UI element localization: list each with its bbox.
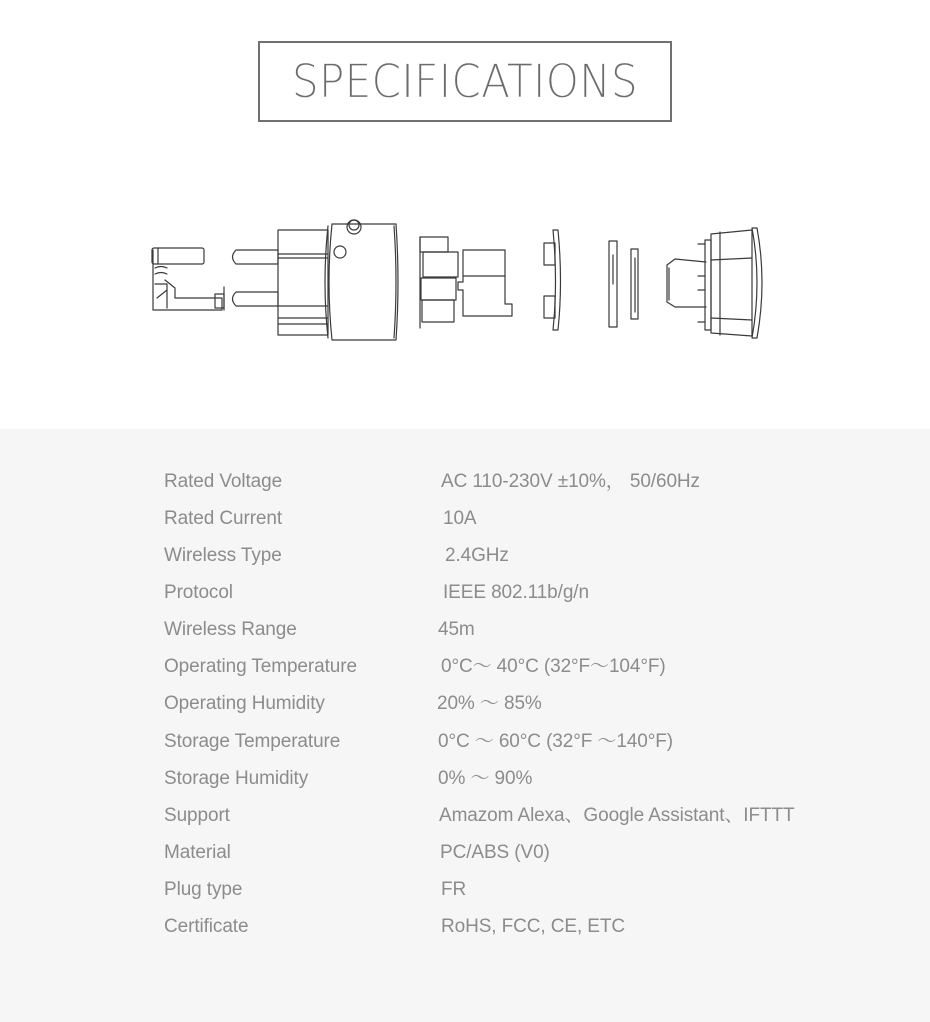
- spec-label: Storage Temperature: [164, 731, 341, 752]
- spec-row: [0, 507, 930, 537]
- spec-value: 0°C～ 40°C (32°F～104°F): [441, 656, 666, 677]
- relay-block-part: [420, 237, 512, 328]
- spec-label: Support: [164, 805, 230, 826]
- pins-part: [233, 250, 279, 306]
- spec-row: [0, 730, 930, 760]
- spec-row: [0, 915, 930, 945]
- spec-label: Operating Temperature: [164, 656, 357, 677]
- spec-value: Amazom Alexa、Google Assistant、IFTTT: [439, 805, 795, 826]
- spec-row: [0, 878, 930, 908]
- spec-label: Wireless Type: [164, 545, 282, 566]
- spec-value: PC/ABS (V0): [440, 842, 550, 863]
- spec-value: 0% ～ 90%: [438, 768, 533, 789]
- spec-label: Protocol: [164, 582, 233, 603]
- spec-label: Plug type: [164, 879, 243, 900]
- spec-label: Material: [164, 842, 231, 863]
- spec-row: [0, 692, 930, 722]
- spec-value: 45m: [438, 619, 475, 640]
- page-title: SPECIFICATIONS: [291, 55, 639, 108]
- spec-row: [0, 841, 930, 871]
- contact-strips-part: [609, 241, 638, 327]
- circuit-board-part: [544, 230, 561, 330]
- spec-row: [0, 655, 930, 685]
- spec-value: 10A: [443, 508, 477, 529]
- spec-value: AC 110-230V ±10%， 50/60Hz: [441, 471, 700, 492]
- spec-label: Rated Voltage: [164, 471, 283, 492]
- spec-label: Rated Current: [164, 508, 283, 529]
- header-section: [0, 0, 930, 429]
- spec-label: Certificate: [164, 916, 249, 937]
- spec-value: 0°C ～ 60°C (32°F ～140°F): [438, 731, 673, 752]
- spec-value: 2.4GHz: [445, 545, 509, 566]
- spec-label: Storage Humidity: [164, 768, 309, 789]
- spec-value: RoHS, FCC, CE, ETC: [441, 916, 625, 937]
- spec-value: FR: [441, 879, 467, 900]
- spec-row: [0, 544, 930, 574]
- spec-row: [0, 767, 930, 797]
- spec-row: [0, 804, 930, 834]
- spec-label: Wireless Range: [164, 619, 297, 640]
- spec-row: [0, 470, 930, 500]
- spec-value: IEEE 802.11b/g/n: [443, 582, 589, 603]
- socket-housing-part: [667, 228, 762, 338]
- spec-row: [0, 581, 930, 611]
- spec-label: Operating Humidity: [164, 693, 325, 714]
- prong-clip-part: [152, 248, 224, 310]
- spec-value: 20% ～ 85%: [437, 693, 542, 714]
- plug-body-part: [278, 220, 398, 340]
- title-box: [258, 41, 672, 122]
- spec-row: [0, 618, 930, 648]
- exploded-plug-diagram: [140, 205, 780, 355]
